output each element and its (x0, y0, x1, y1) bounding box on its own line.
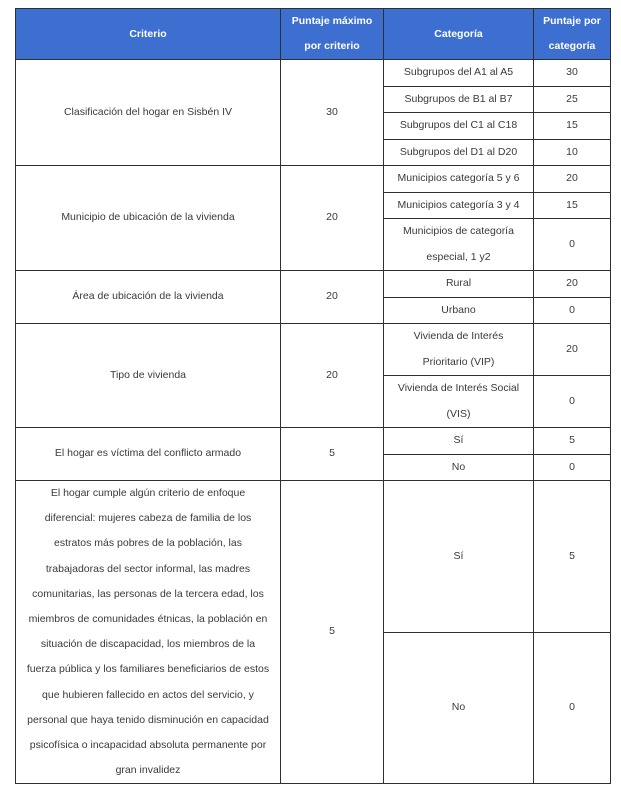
categoria-cell: Municipios categoría 3 y 4 (384, 192, 534, 219)
categoria-cell: Subgrupos de B1 al B7 (384, 86, 534, 113)
categoria-cell: No (384, 454, 534, 481)
puntaje-categoria-cell: 10 (534, 139, 611, 166)
puntaje-categoria-cell: 25 (534, 86, 611, 113)
criterio-cell: El hogar es víctima del conflicto armado (16, 428, 281, 481)
categoria-cell: Urbano (384, 297, 534, 324)
puntaje-categoria-cell: 20 (534, 166, 611, 193)
puntaje-maximo-cell: 5 (281, 481, 384, 784)
puntaje-categoria-cell: 0 (534, 219, 611, 271)
puntaje-categoria-cell: 5 (534, 481, 611, 633)
puntaje-categoria-cell: 0 (534, 297, 611, 324)
puntaje-categoria-cell: 20 (534, 271, 611, 298)
puntaje-maximo-cell: 20 (281, 166, 384, 271)
header-puntaje-categoria: Puntaje por categoría (534, 9, 611, 60)
criterio-cell: Tipo de vivienda (16, 324, 281, 428)
puntaje-categoria-cell: 30 (534, 60, 611, 87)
criterio-cell: Clasificación del hogar en Sisbén IV (16, 60, 281, 166)
categoria-cell: Municipios de categoría especial, 1 y2 (384, 219, 534, 271)
scoring-table (15, 8, 611, 784)
categoria-cell: No (384, 632, 534, 784)
puntaje-categoria-cell: 15 (534, 192, 611, 219)
categoria-cell: Sí (384, 481, 534, 633)
table-row (16, 481, 611, 633)
categoria-cell: Vivienda de Interés Social (VIS) (384, 376, 534, 428)
criterio-cell: Área de ubicación de la vivienda (16, 271, 281, 324)
puntaje-categoria-cell: 5 (534, 428, 611, 455)
header-puntaje-maximo: Puntaje máximo por criterio (281, 9, 384, 60)
categoria-cell: Subgrupos del A1 al A5 (384, 60, 534, 87)
categoria-cell: Subgrupos del C1 al C18 (384, 113, 534, 140)
header-categoria: Categoría (384, 9, 534, 60)
criterio-cell: Municipio de ubicación de la vivienda (16, 166, 281, 271)
puntaje-categoria-cell: 0 (534, 454, 611, 481)
table-row (16, 166, 611, 193)
categoria-cell: Subgrupos del D1 al D20 (384, 139, 534, 166)
puntaje-maximo-cell: 30 (281, 60, 384, 166)
scoring-table-container (15, 8, 610, 784)
categoria-cell: Rural (384, 271, 534, 298)
puntaje-categoria-cell: 0 (534, 632, 611, 784)
puntaje-maximo-cell: 20 (281, 324, 384, 428)
puntaje-maximo-cell: 5 (281, 428, 384, 481)
table-row (16, 428, 611, 455)
puntaje-categoria-cell: 20 (534, 324, 611, 376)
table-row (16, 271, 611, 298)
table-row (16, 60, 611, 87)
header-criterio: Criterio (16, 9, 281, 60)
criterio-cell: El hogar cumple algún criterio de enfoque diferencial: mujeres cabeza de familia de los estratos más pobres de la población, las trabajadoras del sector informal, las madres comunitarias, las personas de la tercera edad, los miembros de comunidades étnicas, la población en situación de discapacidad, los miembros de la fuerza pública y los familiares beneficiarios de estos que hubieren fallecido en actos del servicio, y personal que haya tenido disminución en capacidad psicofísica o incapacidad absoluta permanente por gran invalidez (16, 481, 281, 784)
categoria-cell: Municipios categoría 5 y 6 (384, 166, 534, 193)
categoria-cell: Sí (384, 428, 534, 455)
puntaje-maximo-cell: 20 (281, 271, 384, 324)
puntaje-categoria-cell: 15 (534, 113, 611, 140)
puntaje-categoria-cell: 0 (534, 376, 611, 428)
categoria-cell: Vivienda de Interés Prioritario (VIP) (384, 324, 534, 376)
table-row (16, 324, 611, 376)
header-row (16, 9, 611, 60)
